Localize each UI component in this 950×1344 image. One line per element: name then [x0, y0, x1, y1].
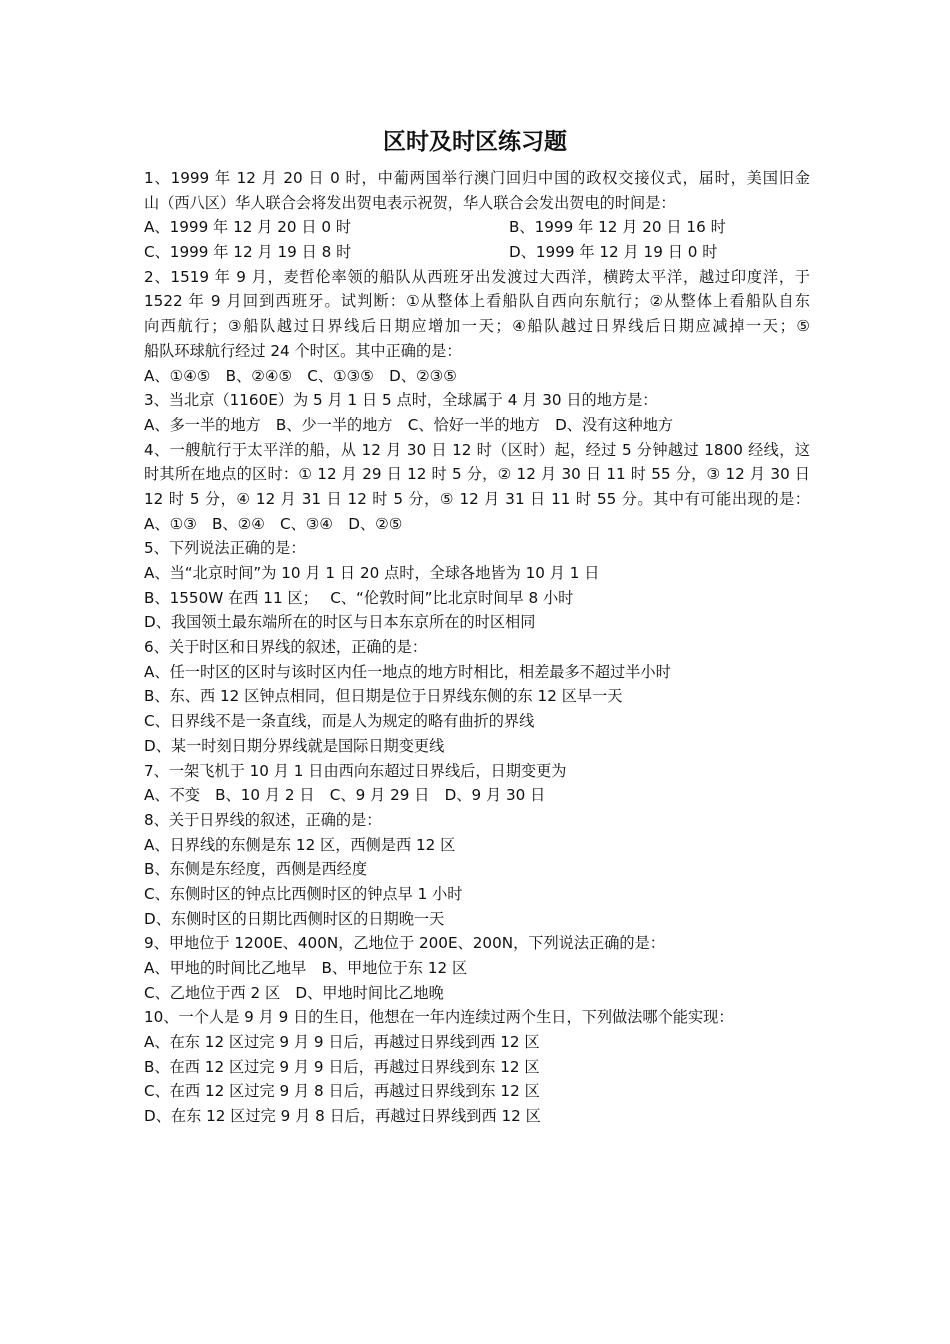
question-stem-line: 2、1519 年 9 月，麦哲伦率领的船队从西班牙出发渡过大西洋，横跨太平洋，越过印度洋，于	[144, 267, 810, 286]
question-8	[144, 808, 810, 931]
page-title: 区时及时区练习题	[383, 128, 567, 155]
question-9	[144, 931, 810, 1005]
options-line: A、不变 B、10 月 2 日 C、9 月 29 日 D、9 月 30 日	[144, 786, 546, 805]
option-a: A、1999 年 12 月 20 日 0 时	[144, 218, 352, 237]
question-stem-line: 1522 年 9 月回到西班牙。试判断：①从整体上看船队自西向东航行；②从整体上看船队自东	[144, 292, 810, 311]
question-10	[144, 1005, 810, 1128]
option-line: C、乙地位于西 2 区 D、甲地时间比乙地晚	[144, 983, 444, 1002]
option-line: D、东侧时区的日期比西侧时区的日期晚一天	[144, 909, 445, 928]
option-line: D、某一时刻日期分界线就是国际日期变更线	[144, 736, 445, 755]
option-b: B、1999 年 12 月 20 日 16 时	[509, 218, 726, 237]
option-line: C、在西 12 区过完 9 月 8 日后，再越过日界线到东 12 区	[144, 1082, 540, 1101]
option-line: B、东侧是东经度，西侧是西经度	[144, 860, 368, 879]
question-stem-line: 1、1999 年 12 月 20 日 0 时，中葡两国举行澳门回归中国的政权交接仪式，届时，美国旧金	[144, 169, 810, 187]
options-row	[144, 240, 810, 265]
options-line: A、①④⑤ B、②④⑤ C、①③⑤ D、②③⑤	[144, 366, 457, 385]
option-line: A、任一时区的区时与该时区内任一地点的地方时相比，相差最多不超过半小时	[144, 662, 671, 681]
option-c: C、1999 年 12 月 19 日 8 时	[144, 243, 352, 262]
option-d: D、1999 年 12 月 19 日 0 时	[509, 243, 718, 262]
option-line: D、在东 12 区过完 9 月 8 日后，再越过日界线到西 12 区	[144, 1107, 541, 1126]
options-line: A、多一半的地方 B、少一半的地方 C、恰好一半的地方 D、没有这种地方	[144, 415, 674, 434]
options-line: A、①③ B、②④ C、③④ D、②⑤	[144, 514, 403, 533]
question-stem-line: 山（西八区）华人联合会将发出贺电表示祝贺，华人联合会发出贺电的时间是：	[144, 193, 676, 212]
question-6	[144, 635, 810, 758]
question-4	[144, 438, 810, 537]
option-line: A、日界线的东侧是东 12 区，西侧是西 12 区	[144, 835, 456, 854]
question-1	[144, 166, 810, 265]
question-stem-line: 7、一架飞机于 10 月 1 日由西向东超过日界线后，日期变更为	[144, 761, 567, 780]
question-stem-line: 5、下列说法正确的是：	[144, 539, 306, 558]
question-stem-line: 6、关于时区和日界线的叙述，正确的是：	[144, 638, 428, 657]
option-line: B、在西 12 区过完 9 月 9 日后，再越过日界线到东 12 区	[144, 1057, 540, 1076]
question-list	[144, 166, 810, 1129]
option-line: A、在东 12 区过完 9 月 9 日后，再越过日界线到西 12 区	[144, 1033, 540, 1052]
question-stem-line: 3、当北京（1160E）为 5 月 1 日 5 点时，全球属于 4 月 30 日的地方是：	[144, 391, 658, 410]
question-stem-line: 10、一个人是 9 月 9 日的生日，他想在一年内连续过两个生日，下列做法哪个能实现：	[144, 1008, 734, 1027]
option-line: A、当“北京时间”为 10 月 1 日 20 点时，全球各地皆为 10 月 1 日	[144, 564, 600, 582]
question-stem-line: 船队环球航行经过 24 个时区。其中正确的是：	[144, 341, 462, 360]
question-2	[144, 265, 810, 388]
question-3	[144, 388, 810, 437]
question-stem-line: 向西航行；③船队越过日界线后日期应增加一天；④船队越过日界线后日期应减掉一天；⑤	[144, 317, 810, 336]
options-row	[144, 215, 810, 240]
question-stem-line: 9、甲地位于 1200E、400N，乙地位于 200E、200N，下列说法正确的是：	[144, 934, 665, 953]
question-stem-line: 12 时 5 分，④ 12 月 31 日 12 时 5 分，⑤ 12 月 31 日 11 时 55 分。其中有可能出现的是：	[144, 489, 810, 508]
option-line: A、甲地的时间比乙地早 B、甲地位于东 12 区	[144, 959, 468, 977]
option-line: B、东、西 12 区钟点相同，但日期是位于日界线东侧的东 12 区早一天	[144, 687, 623, 706]
question-stem-line: 4、一艘航行于太平洋的船，从 12 月 30 日 12 时（区时）起，经过 5 分钟越过 1800 经线，这	[144, 440, 810, 459]
question-7	[144, 759, 810, 808]
question-stem-line: 8、关于日界线的叙述，正确的是：	[144, 810, 382, 829]
option-line: B、1550W 在西 11 区； C、“伦敦时间”比北京时间早 8 小时	[144, 588, 574, 607]
question-stem-line: 时其所在地点的区时：① 12 月 29 日 12 时 5 分，② 12 月 30 日 11 时 55 分，③ 12 月 30 日	[144, 465, 810, 484]
option-line: D、我国领土最东端所在的时区与日本东京所在的时区相同	[144, 613, 536, 632]
option-line: C、日界线不是一条直线，而是人为规定的略有曲折的界线	[144, 712, 535, 731]
option-line: C、东侧时区的钟点比西侧时区的钟点早 1 小时	[144, 884, 463, 903]
question-5	[144, 536, 810, 635]
